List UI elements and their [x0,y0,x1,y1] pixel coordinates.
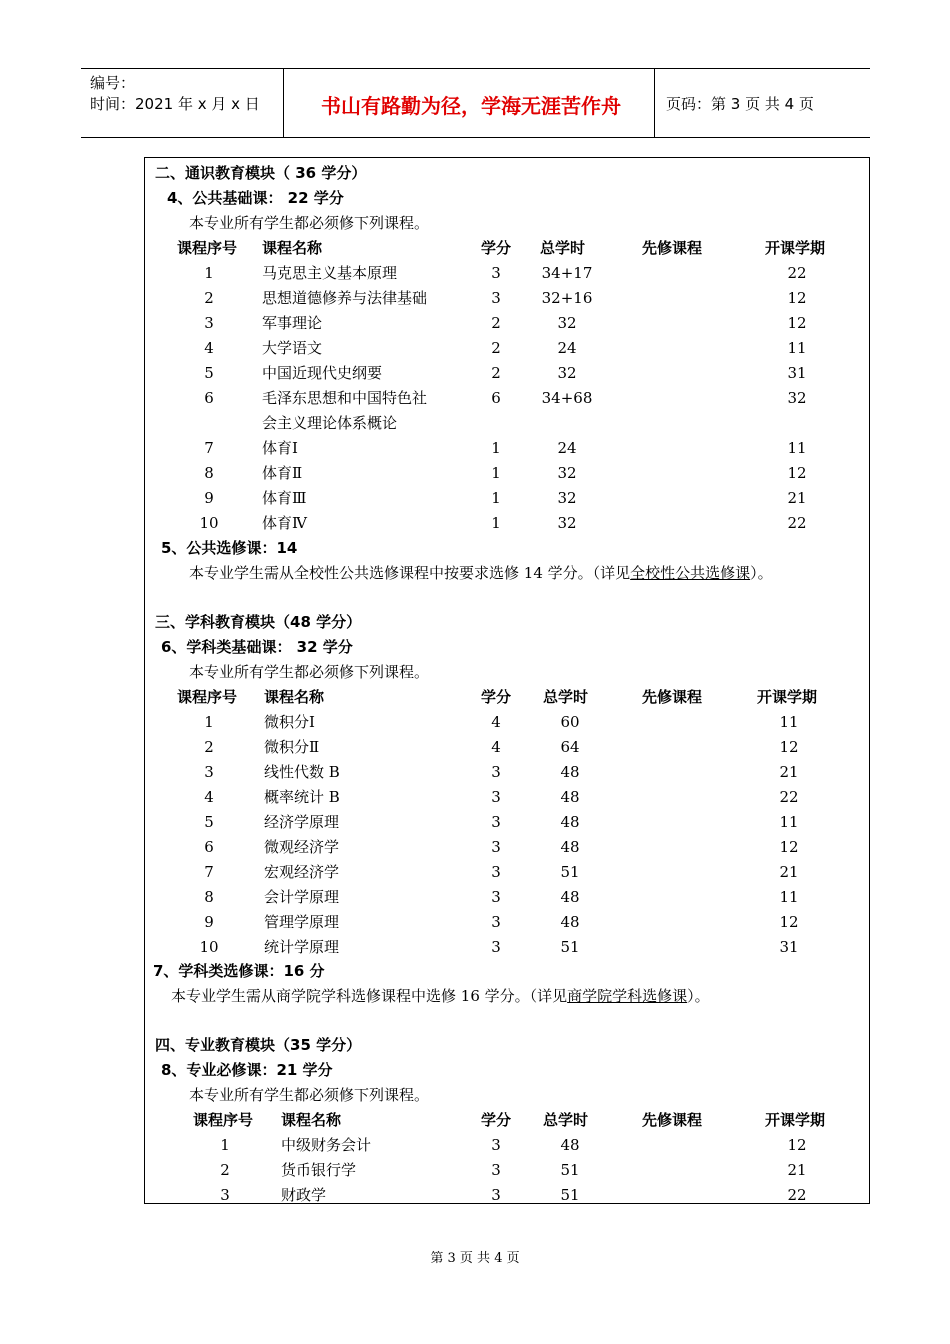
course-no: 8 [204,464,214,482]
course-term: 21 [779,863,799,881]
course-no: 7 [204,439,214,457]
subsection-note: 本专业学生需从全校性公共选修课程中按要求选修 14 学分。（详见全校性公共选修课）。 [189,564,773,582]
course-credit: 3 [491,863,501,881]
course-credit: 1 [491,489,501,507]
course-credit: 3 [491,289,501,307]
col-prereq-header: 先修课程 [642,688,703,706]
course-hours: 48 [560,813,580,831]
course-credit: 3 [491,913,501,931]
col-name-header: 课程名称 [264,688,325,706]
course-term: 12 [787,289,807,307]
col-no-header: 课程序号 [177,239,238,257]
subsection-title: 4、公共基础课： 22 学分 [167,189,344,207]
subsection-note: 本专业所有学生都必须修下列课程。 [189,214,430,232]
course-no: 2 [204,738,214,756]
course-term: 11 [787,439,807,457]
course-name: 体育Ⅰ [262,439,298,457]
course-term: 12 [787,1136,807,1154]
course-credit: 3 [491,788,501,806]
col-no-header: 课程序号 [177,688,238,706]
course-term: 11 [779,813,799,831]
doc-id-label: 编号： [90,74,136,92]
course-term: 12 [779,913,799,931]
course-name: 微观经济学 [264,838,340,856]
course-name: 军事理论 [262,314,323,332]
course-term: 12 [779,738,799,756]
col-hours-header: 总学时 [540,239,586,257]
course-hours: 24 [557,439,577,457]
course-no: 9 [204,913,214,931]
section-title: 三、学科教育模块（48 学分） [155,613,362,631]
course-hours: 24 [557,339,577,357]
course-hours: 48 [560,1136,580,1154]
course-no: 4 [204,788,214,806]
course-term: 12 [787,314,807,332]
course-name: 微积分Ⅱ [264,738,320,756]
course-credit: 4 [491,738,501,756]
course-no: 2 [220,1161,230,1179]
course-name: 中国近现代史纲要 [262,364,383,382]
section-title: 四、专业教育模块（35 学分） [155,1036,362,1054]
course-term: 21 [787,1161,807,1179]
course-term: 12 [779,838,799,856]
header-page-code: 页码：第 3 页 共 4 页 [666,95,814,113]
col-name-header: 课程名称 [262,239,323,257]
course-term: 22 [779,788,799,806]
course-no: 6 [204,389,214,407]
course-credit: 2 [491,364,501,382]
course-term: 11 [779,713,799,731]
course-credit: 2 [491,339,501,357]
course-hours: 64 [560,738,580,756]
course-hours: 51 [560,1186,580,1204]
course-term: 21 [787,489,807,507]
course-no: 1 [220,1136,230,1154]
course-no: 5 [204,364,214,382]
header-left [90,73,260,115]
course-no: 3 [204,314,214,332]
course-credit: 1 [491,514,501,532]
course-name: 宏观经济学 [264,863,340,881]
course-hours: 48 [560,913,580,931]
col-prereq-header: 先修课程 [642,239,703,257]
page-header [81,68,870,138]
course-credit: 6 [491,389,501,407]
course-name: 统计学原理 [264,938,340,956]
course-name: 大学语文 [262,339,323,357]
header-divider [283,69,284,137]
course-credit: 3 [491,938,501,956]
course-credit: 4 [491,713,501,731]
course-hours: 48 [560,888,580,906]
course-hours: 32 [557,489,577,507]
course-name: 经济学原理 [264,813,340,831]
col-no-header: 课程序号 [193,1111,254,1129]
col-hours-header: 总学时 [543,1111,589,1129]
course-hours: 60 [560,713,580,731]
course-name: 毛泽东思想和中国特色社 [262,389,428,407]
course-no: 4 [204,339,214,357]
col-credit-header: 学分 [481,239,512,257]
course-no: 1 [204,264,214,282]
course-name: 体育Ⅳ [262,514,307,532]
course-credit: 3 [491,1136,501,1154]
course-credit: 3 [491,1161,501,1179]
course-hours: 51 [560,938,580,956]
course-hours: 48 [560,763,580,781]
course-term: 31 [787,364,807,382]
course-name: 微积分Ⅰ [264,713,315,731]
course-credit: 3 [491,763,501,781]
subsection-title: 8、专业必修课：21 学分 [161,1061,333,1079]
course-hours: 32 [557,464,577,482]
course-hours: 51 [560,863,580,881]
course-credit: 3 [491,1186,501,1204]
elective-link[interactable]: 全校性公共选修课 [630,564,751,582]
course-no: 5 [204,813,214,831]
header-motto: 书山有路勤为径，学海无涯苦作舟 [321,94,621,118]
course-term: 22 [787,264,807,282]
subsection-note: 本专业所有学生都必须修下列课程。 [189,1086,430,1104]
course-name: 中级财务会计 [281,1136,372,1154]
course-credit: 1 [491,464,501,482]
course-credit: 3 [491,838,501,856]
course-name: 货币银行学 [281,1161,357,1179]
course-credit: 3 [491,813,501,831]
col-term-header: 开课学期 [765,239,826,257]
subsection-note: 本专业学生需从商学院学科选修课程中选修 16 学分。（详见商学院学科选修课）。 [171,987,710,1005]
col-term-header: 开课学期 [765,1111,826,1129]
page-footer: 第 3 页 共 4 页 [430,1251,520,1266]
course-term: 22 [787,1186,807,1204]
course-hours: 32 [557,514,577,532]
doc-time-label: 时间：2021 年 x 月 x 日 [90,95,260,113]
course-no: 8 [204,888,214,906]
course-name: 体育Ⅱ [262,464,303,482]
course-term: 22 [787,514,807,532]
course-name: 会计学原理 [264,888,340,906]
discipline-elective-link[interactable]: 商学院学科选修课 [567,987,688,1005]
course-hours: 48 [560,788,580,806]
course-credit: 2 [491,314,501,332]
course-no: 2 [204,289,214,307]
course-no: 6 [204,838,214,856]
col-name-header: 课程名称 [281,1111,342,1129]
subsection-note: 本专业所有学生都必须修下列课程。 [189,663,430,681]
course-no: 3 [204,763,214,781]
subsection-title: 7、学科类选修课：16 分 [153,962,325,980]
course-hours: 32 [557,314,577,332]
course-credit: 3 [491,888,501,906]
col-credit-header: 学分 [481,688,512,706]
course-no: 10 [199,938,219,956]
course-hours: 48 [560,838,580,856]
course-no: 9 [204,489,214,507]
col-prereq-header: 先修课程 [642,1111,703,1129]
curriculum-box [144,157,870,1204]
course-term: 11 [787,339,807,357]
subsection-title: 5、公共选修课：14 [161,539,298,557]
subsection-title: 6、学科类基础课： 32 学分 [161,638,353,656]
course-no: 1 [204,713,214,731]
course-hours: 32+16 [541,289,593,307]
course-name: 财政学 [281,1186,327,1204]
course-name: 管理学原理 [264,913,340,931]
col-credit-header: 学分 [481,1111,512,1129]
course-hours: 51 [560,1161,580,1179]
course-term: 12 [787,464,807,482]
course-hours: 34+68 [541,389,593,407]
course-no: 3 [220,1186,230,1204]
course-hours: 34+17 [541,264,593,282]
col-hours-header: 总学时 [543,688,589,706]
course-term: 32 [787,389,807,407]
course-term: 11 [779,888,799,906]
course-credit: 3 [491,264,501,282]
course-name-cont: 会主义理论体系概论 [262,414,398,432]
course-term: 31 [779,938,799,956]
course-name: 体育Ⅲ [262,489,307,507]
course-name: 马克思主义基本原理 [262,264,398,282]
course-no: 7 [204,863,214,881]
course-hours: 32 [557,364,577,382]
section-title: 二、通识教育模块（ 36 学分） [155,164,367,182]
course-name: 思想道德修养与法律基础 [262,289,428,307]
course-no: 10 [199,514,219,532]
course-name: 概率统计 B [264,788,340,806]
course-name: 线性代数 B [264,763,340,781]
col-term-header: 开课学期 [757,688,818,706]
course-credit: 1 [491,439,501,457]
course-term: 21 [779,763,799,781]
